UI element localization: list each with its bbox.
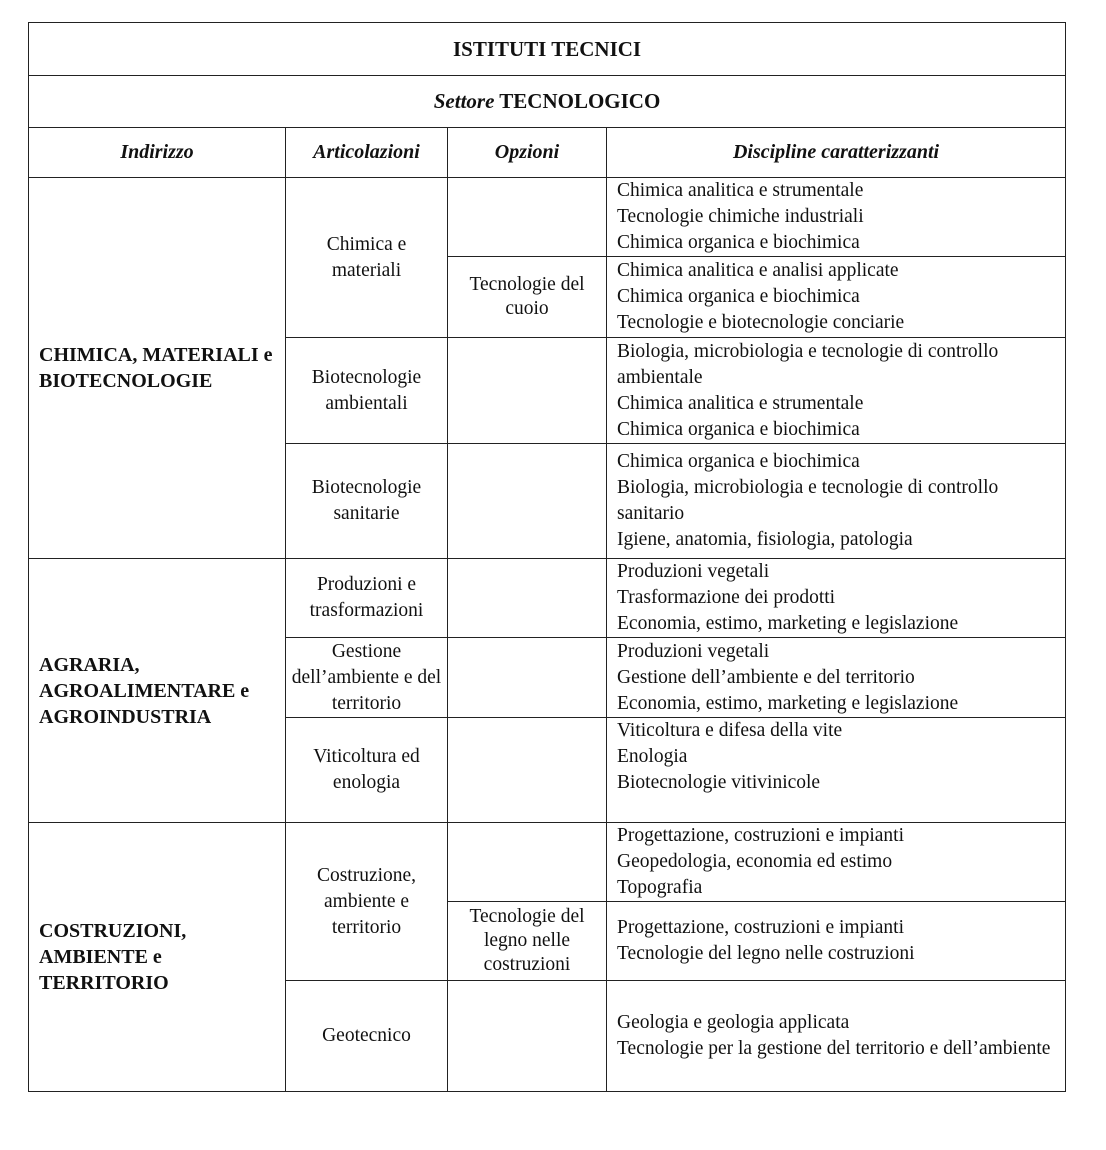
table-row <box>29 178 1066 257</box>
table-row <box>29 823 1066 902</box>
discipline-cell <box>607 444 1066 559</box>
discipline-line: Chimica analitica e strumentale <box>617 392 864 414</box>
articolazione-cell: Biotecnologie ambientali <box>286 338 448 444</box>
header-articolazioni: Articolazioni <box>286 128 448 178</box>
articolazione-cell: Biotecnologie sanitarie <box>286 444 448 559</box>
discipline-line: Economia, estimo, marketing e legislazione <box>617 613 959 634</box>
discipline-cell <box>607 257 1066 338</box>
header-indirizzo: Indirizzo <box>29 128 286 178</box>
opzione-cell <box>448 559 607 638</box>
sector-name: TECNOLOGICO <box>499 89 661 113</box>
opzione-cell <box>448 638 607 718</box>
opzione-cell <box>448 718 607 823</box>
discipline-line: Biotecnologie vitivinicole <box>617 772 821 793</box>
opzione-cell: Tecnologie del legno nelle costruzioni <box>448 902 607 981</box>
indirizzo-costruzioni: COSTRUZIONI, AMBIENTE e TERRITORIO <box>29 823 286 1092</box>
discipline-line: Geologia e geologia applicata <box>617 1012 850 1033</box>
discipline-cell <box>607 178 1066 257</box>
discipline-line: Tecnologie e biotecnologie conciarie <box>617 312 905 333</box>
discipline-line: Igiene, anatomia, fisiologia, patologia <box>617 529 913 550</box>
discipline-line: Tecnologie del legno nelle costruzioni <box>617 943 915 964</box>
articolazione-cell: Chimica e materiali <box>286 178 448 338</box>
opzione-cell <box>448 823 607 902</box>
discipline-line: Viticoltura e difesa della vite <box>617 720 843 741</box>
discipline-cell <box>607 338 1066 444</box>
discipline-line: Enologia <box>617 746 688 767</box>
discipline-cell <box>607 902 1066 981</box>
discipline-line: Trasformazione dei prodotti <box>617 587 836 608</box>
discipline-line: Tecnologie chimiche industriali <box>617 206 864 227</box>
discipline-line: Economia, estimo, marketing e legislazione <box>617 692 959 714</box>
discipline-line: Chimica analitica e analisi applicate <box>617 260 899 281</box>
discipline-line: Geopedologia, economia ed estimo <box>617 851 893 872</box>
opzione-cell <box>448 338 607 444</box>
discipline-line: Gestione dell’ambiente e del territorio <box>617 666 915 688</box>
discipline-line: Chimica organica e biochimica <box>617 418 860 440</box>
discipline-cell <box>607 823 1066 902</box>
table-row <box>29 559 1066 638</box>
discipline-cell <box>607 718 1066 823</box>
articolazione-cell: Viticoltura ed enologia <box>286 718 448 823</box>
discipline-line: Produzioni vegetali <box>617 640 770 662</box>
discipline-line: Topografia <box>617 877 703 898</box>
articolazione-cell: Gestione dell’ambiente e del territorio <box>286 638 448 718</box>
discipline-line: Biologia, microbiologia e tecnologie di controllo ambientale <box>617 340 999 388</box>
indirizzo-chimica: CHIMICA, MATERIALI e BIOTECNOLOGIE <box>29 178 286 559</box>
discipline-line: Chimica organica e biochimica <box>617 451 860 472</box>
articolazione-cell: Produzioni e trasformazioni <box>286 559 448 638</box>
sector-prefix: Settore <box>433 89 495 113</box>
discipline-line: Produzioni vegetali <box>617 561 770 582</box>
discipline-line: Progettazione, costruzioni e impianti <box>617 917 905 938</box>
header-opzioni: Opzioni <box>448 128 607 178</box>
sector-heading <box>29 76 1066 128</box>
opzione-cell: Tecnologie del cuoio <box>448 257 607 338</box>
articolazione-cell: Costruzione, ambiente e territorio <box>286 823 448 981</box>
discipline-line: Progettazione, costruzioni e impianti <box>617 825 905 846</box>
discipline-cell <box>607 638 1066 718</box>
articolazione-cell: Geotecnico <box>286 981 448 1092</box>
discipline-cell <box>607 559 1066 638</box>
table-title: ISTITUTI TECNICI <box>29 23 1066 76</box>
discipline-cell <box>607 981 1066 1092</box>
opzione-cell <box>448 981 607 1092</box>
discipline-line: Biologia, microbiologia e tecnologie di controllo sanitario <box>617 477 999 524</box>
discipline-line: Chimica organica e biochimica <box>617 286 860 307</box>
header-discipline: Discipline caratterizzanti <box>607 128 1066 178</box>
indirizzo-agraria: AGRARIA, AGROALIMENTARE e AGROINDUSTRIA <box>29 559 286 823</box>
curriculum-table <box>28 22 1066 1092</box>
discipline-line: Chimica organica e biochimica <box>617 232 860 253</box>
discipline-line: Chimica analitica e strumentale <box>617 180 864 201</box>
discipline-line: Tecnologie per la gestione del territorio e dell’ambiente <box>617 1038 1051 1059</box>
opzione-cell <box>448 444 607 559</box>
opzione-cell <box>448 178 607 257</box>
